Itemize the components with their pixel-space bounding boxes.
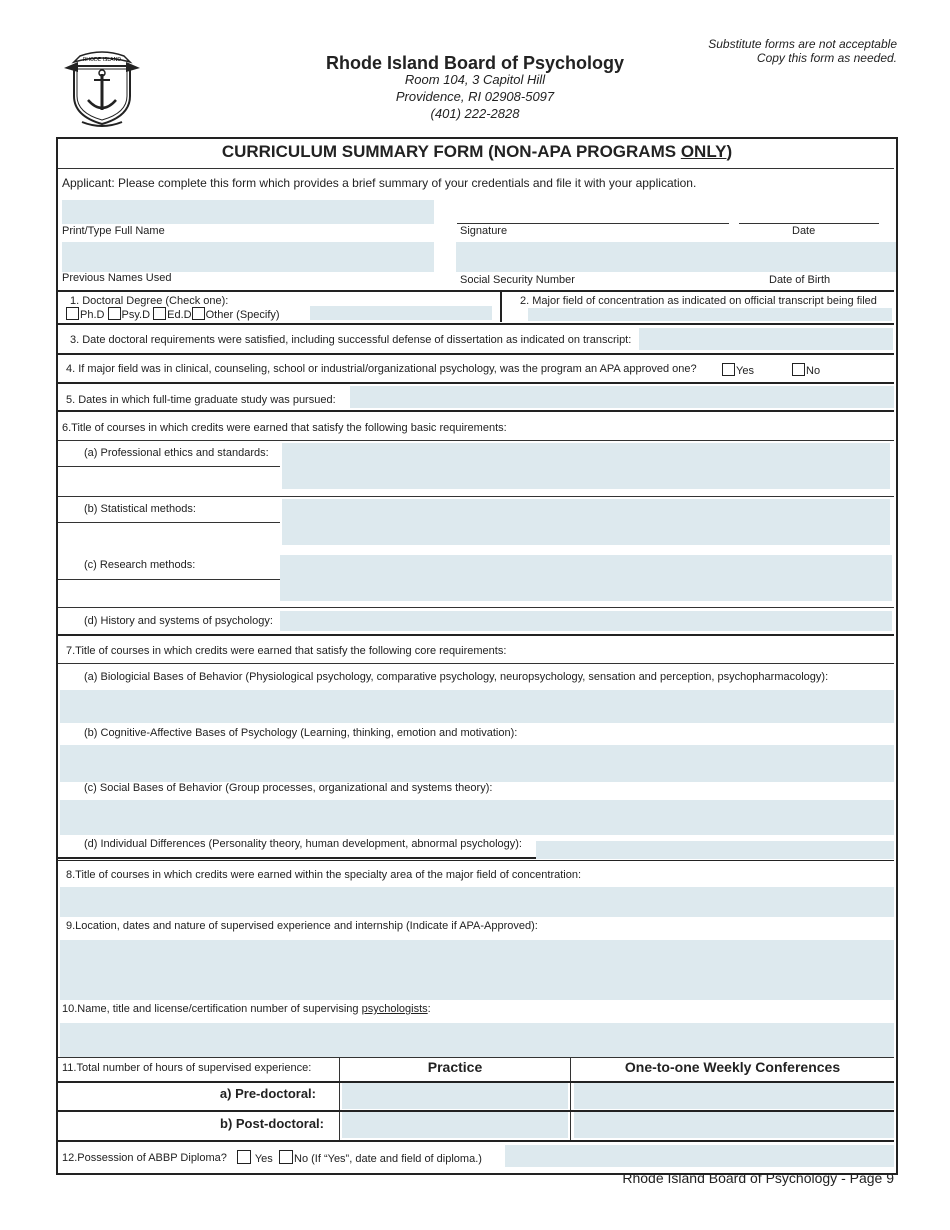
social-bases-field[interactable] [60,800,894,835]
note-copy: Copy this form as needed. [756,51,897,65]
note-substitute: Substitute forms are not acceptable [708,37,897,51]
cognitive-bases-field[interactable] [60,745,894,782]
q7-label: 7.Title of courses in which credits were earned that satisfy the following core requirements: [66,645,507,657]
post-doctoral-practice-field[interactable] [342,1112,568,1138]
q1-label: 1. Doctoral Degree (Check one): [70,295,229,307]
checkbox-abbp-yes[interactable] [237,1150,251,1164]
individual-differences-field[interactable] [536,841,894,859]
specialty-courses-field[interactable] [60,887,894,917]
practice-column-header: Practice [427,1059,483,1075]
q1-options: Ph.D Psy.D Ed.D Other (Specify) [66,307,280,321]
date-label: Date [792,225,816,237]
q12-no: No (If “Yes”, date and field of diploma.) [279,1150,482,1165]
research-courses-field[interactable] [280,555,892,601]
ethics-courses-field[interactable] [282,443,890,489]
q6a-label: (a) Professional ethics and standards: [84,447,269,459]
q6-label: 6.Title of courses in which credits were earned that satisfy the following basic requirements: [62,422,507,434]
signature-field[interactable] [458,205,728,222]
state-seal [60,46,144,130]
dob-label: Date of Birth [769,274,831,286]
address-line-1: Room 104, 3 Capitol Hill [404,72,546,87]
previous-names-field[interactable] [62,242,434,272]
pre-doctoral-label: a) Pre-doctoral: [219,1086,316,1101]
q10-label: 10.Name, title and license/certification number of supervising psychologists: [62,1003,431,1015]
q8-label: 8.Title of courses in which credits were earned within the specialty area of the major field of concentration: [66,869,582,881]
study-dates-field[interactable] [350,386,894,408]
conferences-column-header: One-to-one Weekly Conferences [624,1059,841,1075]
checkbox-apa-yes[interactable] [722,363,735,376]
checkbox-phd[interactable] [66,307,79,320]
page-footer: Rhode Island Board of Psychology - Page 9 [622,1170,894,1186]
signature-label: Signature [460,225,508,237]
biological-bases-field[interactable] [60,690,894,723]
full-name-label: Print/Type Full Name [62,225,165,237]
post-doctoral-conferences-field[interactable] [574,1112,894,1138]
q7d-label: (d) Individual Differences (Personality theory, human development, abnormal psychology): [84,838,522,850]
q7a-label: (a) Biologicial Bases of Behavior (Physiological psychology, comparative psychology, neuropsychology, sensation and perception, psychopharmacology): [84,671,829,683]
supervising-psychologists-field[interactable] [60,1023,894,1057]
q6b-label: (b) Statistical methods: [84,503,196,515]
q4-yes: Yes [722,363,754,377]
pre-doctoral-conferences-field[interactable] [574,1083,894,1109]
q9-label: 9.Location, dates and nature of supervised experience and internship (Indicate if APA-Approved): [66,920,538,932]
q6c-label: (c) Research methods: [84,559,196,571]
seal-lettering: RHODE ISLAND [82,57,122,63]
q7b-label: (b) Cognitive-Affective Bases of Psychology (Learning, thinking, emotion and motivation): [84,727,518,739]
q7c-label: (c) Social Bases of Behavior (Group processes, organizational and systems theory): [84,782,493,794]
intro-text: Applicant: Please complete this form which provides a brief summary of your credentials and file it with your application. [62,176,697,190]
supervised-experience-field[interactable] [60,940,894,1000]
degree-other-field[interactable] [310,306,492,320]
q2-label: 2. Major field of concentration as indicated on official transcript being filed [520,295,877,307]
q11-label: 11.Total number of hours of supervised experience: [62,1062,312,1074]
checkbox-other[interactable] [192,307,205,320]
q3-label: 3. Date doctoral requirements were satisfied, including successful defense of dissertation as indicated on transcript: [70,334,632,346]
form-title: CURRICULUM SUMMARY FORM (NON-APA PROGRAMS ONLY) [221,142,733,161]
q4-label: 4. If major field was in clinical, counseling, school or industrial/organizational psychology, was the program an APA approved one? [66,363,697,375]
q12-yes: Yes [237,1150,273,1165]
q5-label: 5. Dates in which full-time graduate study was pursued: [66,394,336,406]
full-name-field[interactable] [62,200,434,224]
q12-label: 12.Possession of ABBP Diploma? [62,1152,227,1164]
checkbox-abbp-no[interactable] [279,1150,293,1164]
previous-names-label: Previous Names Used [62,272,172,284]
history-courses-field[interactable] [280,611,892,631]
checkbox-edd[interactable] [153,307,166,320]
ssn-label: Social Security Number [460,274,575,286]
date-field[interactable] [740,205,878,222]
doctoral-date-field[interactable] [639,328,893,350]
major-field-input[interactable] [528,308,892,321]
address-line-2: Providence, RI 02908-5097 [395,89,555,104]
checkbox-apa-no[interactable] [792,363,805,376]
statistics-courses-field[interactable] [282,499,890,545]
board-name: Rhode Island Board of Psychology [325,53,625,73]
checkbox-psyd[interactable] [108,307,121,320]
pre-doctoral-practice-field[interactable] [342,1083,568,1109]
q4-no: No [792,363,820,377]
post-doctoral-label: b) Post-doctoral: [220,1116,324,1131]
q6d-label: (d) History and systems of psychology: [84,615,273,627]
phone-number: (401) 222-2828 [430,106,520,121]
abbp-diploma-field[interactable] [505,1145,894,1167]
ssn-dob-field[interactable] [456,242,896,272]
